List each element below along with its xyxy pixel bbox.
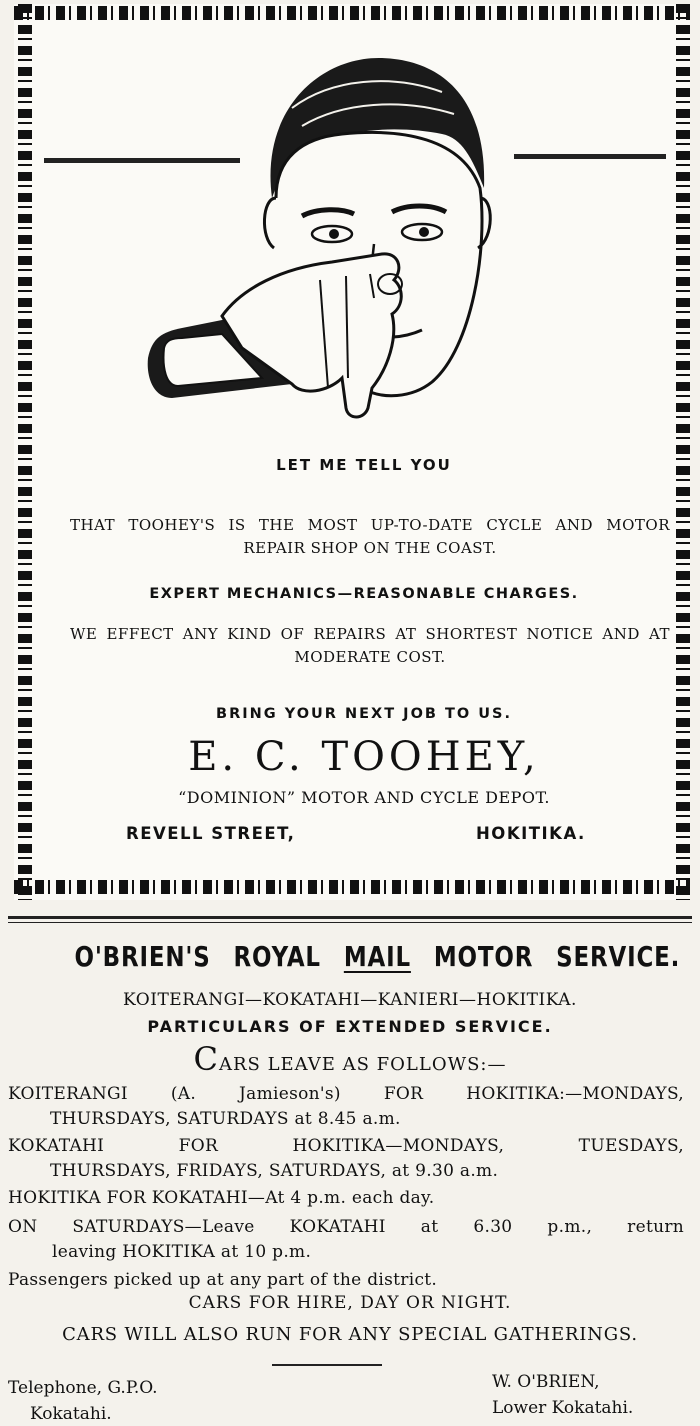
schedule-line: leaving HOKITIKA at 10 p.m.: [52, 1242, 312, 1262]
route-line: KOITERANGI—KOKATAHI—KANIERI—HOKITIKA.: [123, 990, 577, 1010]
signer-name: W. O'BRIEN,: [492, 1372, 600, 1392]
title-word: ROYAL: [233, 940, 321, 973]
rule-right: [514, 154, 666, 159]
town-name: HOKITIKA.: [476, 824, 586, 843]
title-word: MOTOR: [433, 940, 534, 973]
dashed-border-top: [14, 6, 690, 20]
schedule-line: THURSDAYS, FRIDAYS, SATURDAYS, at 9.30 a.m.: [50, 1161, 499, 1181]
dashed-border-bottom: [14, 880, 690, 894]
schedule-line: ON SATURDAYS—Leave KOKATAHI at 6.30 p.m., return: [8, 1217, 684, 1237]
title-word: SERVICE.: [556, 940, 681, 973]
schedule-line: HOKITIKA FOR KOKATAHI—At 4 p.m. each day.: [8, 1188, 435, 1208]
signer-location: Lower Kokatahi.: [492, 1398, 634, 1418]
street-address: REVELL STREET,: [126, 824, 296, 843]
cars-leave-heading: [0, 1040, 700, 1078]
telephone: Telephone, G.P.O.: [8, 1378, 158, 1398]
ad-effect-text: WE EFFECT ANY KIND OF REPAIRS AT SHORTEST NOTICE AND AT MODERATE COST.: [70, 625, 670, 666]
ad-tagline-expert: EXPERT MECHANICS—REASONABLE CHARGES.: [149, 586, 579, 602]
obrien-advertisement: [0, 912, 700, 1426]
cars-for-hire: CARS FOR HIRE, DAY OR NIGHT.: [188, 1293, 512, 1313]
service-title: [63, 940, 681, 973]
ad-claim: THAT TOOHEY'S IS THE MOST UP-TO-DATE CYCLE AND MOTOR REPAIR SHOP ON THE COAST.: [70, 516, 670, 557]
special-gatherings: CARS WILL ALSO RUN FOR ANY SPECIAL GATHERINGS.: [62, 1324, 638, 1345]
ad-tagline-bring: BRING YOUR NEXT JOB TO US.: [216, 706, 512, 722]
schedule-line: THURSDAYS, SATURDAYS at 8.45 a.m.: [50, 1109, 401, 1129]
toohey-advertisement: [14, 4, 690, 900]
ad-headline: LET ME TELL YOU: [276, 456, 452, 474]
double-rule-bottom: [8, 922, 692, 923]
particulars-heading: PARTICULARS OF EXTENDED SERVICE.: [147, 1017, 553, 1036]
short-rule: [272, 1364, 382, 1366]
title-word: MAIL: [343, 940, 411, 973]
pointing-man-illustration: [142, 48, 512, 432]
dashed-border-left: [18, 4, 32, 900]
schedule-line: KOITERANGI (A. Jamieson's) FOR HOKITIKA:—MONDAYS,: [8, 1084, 684, 1104]
schedule-line: KOKATAHI FOR HOKITIKA—MONDAYS, TUESDAYS,: [8, 1136, 684, 1156]
passengers-note: Passengers picked up at any part of the district.: [8, 1270, 438, 1290]
business-name: E. C. TOOHEY,: [188, 734, 540, 780]
depot-name: “DOMINION” MOTOR AND CYCLE DEPOT.: [178, 788, 550, 807]
cars-leave-text: ARS LEAVE AS FOLLOWS:—: [218, 1054, 507, 1075]
telephone-location: Kokatahi.: [30, 1404, 112, 1424]
title-word: O'BRIEN'S: [74, 940, 211, 973]
double-rule-top: [8, 916, 692, 919]
drop-cap: C: [193, 1040, 219, 1078]
